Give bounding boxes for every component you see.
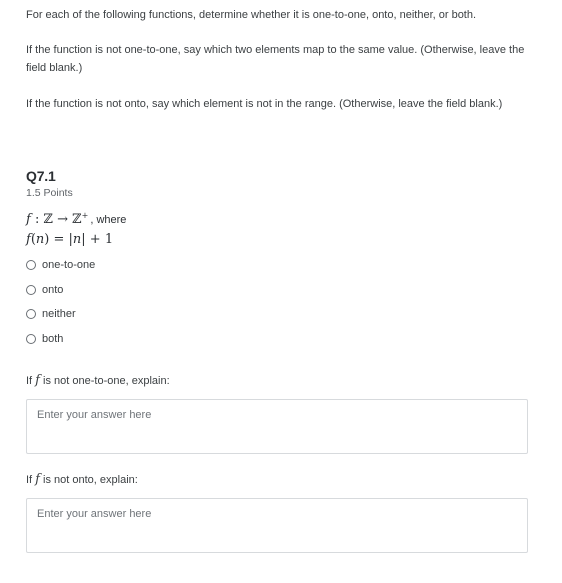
explain-onto-input[interactable]	[26, 498, 528, 553]
option-both[interactable]	[26, 331, 63, 347]
rule-function-symbol: f	[26, 232, 31, 247]
radio-button-icon[interactable]	[26, 334, 36, 344]
function-rule-math	[26, 232, 113, 247]
label-function-symbol: f	[35, 373, 40, 388]
colon-symbol: :	[30, 212, 44, 227]
function-rule	[26, 231, 113, 247]
rule-equals: =	[49, 232, 69, 247]
label-prefix: If	[26, 375, 36, 387]
abs-variable: n	[72, 232, 82, 247]
label-suffix: is not one-to-one, explain:	[39, 375, 170, 387]
option-one-to-one[interactable]	[26, 257, 95, 273]
codomain-superscript: +	[81, 211, 89, 220]
option-neither[interactable]	[26, 306, 76, 322]
explain-onto-label	[26, 472, 138, 487]
radio-button-icon[interactable]	[26, 260, 36, 270]
option-label: one-to-one	[42, 259, 96, 271]
explain-one-to-one-input[interactable]	[26, 399, 528, 454]
instruction-line-1: For each of the following functions, determine whether it is one-to-one, onto, neither, or both.	[26, 9, 477, 21]
function-signature-math	[26, 212, 88, 227]
question-points: 1.5 Points	[26, 187, 73, 199]
option-onto[interactable]	[26, 282, 63, 298]
radio-button-icon[interactable]	[26, 285, 36, 295]
option-label: neither	[42, 308, 76, 320]
function-symbol: f	[26, 212, 31, 227]
domain-set: ℤ	[43, 212, 53, 227]
label-suffix: is not onto, explain:	[39, 474, 138, 486]
instruction-line-3: If the function is not onto, say which element is not in the range. (Otherwise, leave the field blank.)	[26, 98, 503, 110]
abs-open-bar: |	[68, 232, 73, 247]
abs-close-bar: |	[81, 232, 86, 247]
option-label: onto	[42, 284, 64, 296]
explain-one-to-one-label	[26, 373, 170, 388]
rule-close-paren: )	[44, 232, 50, 247]
rule-plus-one: + 1	[85, 232, 114, 247]
label-prefix: If	[26, 474, 36, 486]
arrow-symbol: →	[52, 212, 73, 227]
rule-open-paren: (	[30, 232, 36, 247]
codomain-set: ℤ	[72, 212, 82, 227]
instruction-line-2: If the function is not one-to-one, say which two elements map to the same value. (Otherwise, leave the field blank.)	[26, 44, 525, 74]
function-signature	[26, 211, 126, 227]
where-text: , where	[90, 214, 127, 226]
rule-variable: n	[35, 232, 45, 247]
radio-button-icon[interactable]	[26, 309, 36, 319]
label-function-symbol: f	[35, 472, 40, 487]
option-label: both	[42, 333, 64, 345]
question-title: Q7.1	[26, 168, 56, 184]
